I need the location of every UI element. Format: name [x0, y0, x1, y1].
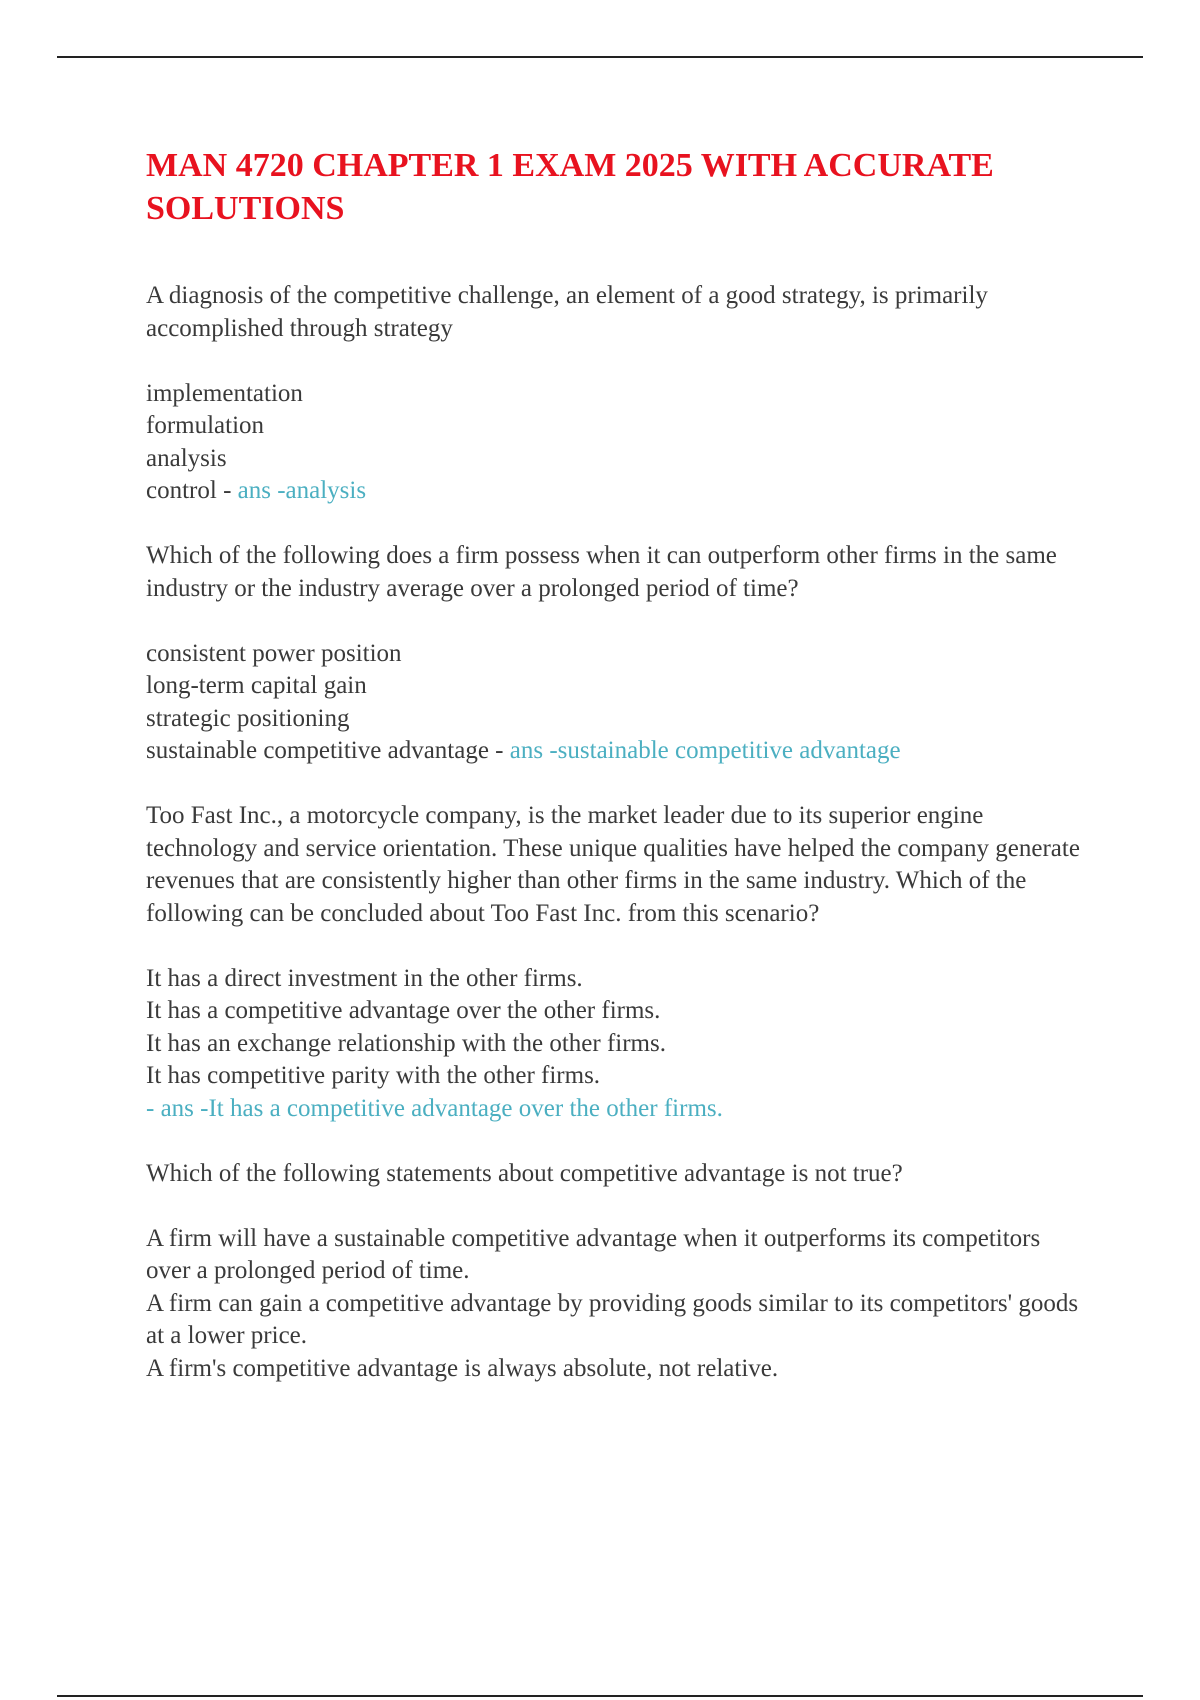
question-3-answer: - ans -It has a competitive advantage over the other firms.: [146, 1094, 723, 1122]
question-2-option-4: sustainable competitive advantage -: [146, 737, 510, 764]
question-1-option-3: analysis: [146, 444, 227, 472]
question-4-option-3: A firm's competitive advantage is always absolute, not relative.: [146, 1354, 779, 1382]
question-1-option-4-line: [146, 475, 1086, 508]
question-2: [146, 540, 1086, 768]
question-2-option-2: long-term capital gain: [146, 672, 367, 699]
question-1-option-1: implementation: [146, 379, 303, 407]
question-1-option-4: control -: [146, 477, 238, 504]
question-2-option-3: strategic positioning: [146, 704, 350, 732]
question-1-prompt: A diagnosis of the competitive challenge, an element of a good strategy, is primarily accomplished through strategy: [146, 282, 988, 342]
question-3-option-2: It has a competitive advantage over the other firms.: [146, 997, 661, 1024]
question-1: [146, 280, 1086, 508]
question-1-option-2: formulation: [146, 412, 265, 439]
question-1-answer: ans -analysis: [237, 477, 367, 504]
question-2-option-4-line: [146, 735, 1086, 768]
question-4-option-2: A firm can gain a competitive advantage by providing goods similar to its competitors' goods at a lower price.: [146, 1289, 1079, 1349]
bottom-rule: [57, 1695, 1143, 1697]
question-3-option-1: It has a direct investment in the other firms.: [146, 964, 583, 992]
question-3: [146, 800, 1086, 1125]
document-body: [146, 144, 1086, 1385]
question-4-option-1: A firm will have a sustainable competitive advantage when it outperforms its competitors over a prolonged period of time.: [146, 1224, 1041, 1284]
top-rule: [57, 56, 1143, 58]
question-2-answer: ans -sustainable competitive advantage: [509, 737, 901, 764]
question-4: [146, 1158, 1086, 1386]
question-3-option-3: It has an exchange relationship with the other firms.: [146, 1029, 666, 1057]
question-3-option-4: It has competitive parity with the other firms.: [146, 1062, 601, 1089]
question-2-option-1: consistent power position: [146, 639, 402, 667]
question-2-prompt: Which of the following does a firm possess when it can outperform other firms in the same industry or the industry average over a prolonged period of time?: [146, 542, 1057, 602]
question-3-prompt: Too Fast Inc., a motorcycle company, is the market leader due to its superior engine technology and service orientation. These unique qualities have helped the company generate revenues that are consistently higher than other firms in the same industry. Which of the following can be concluded about Too Fast Inc. from this scenario?: [146, 802, 1080, 927]
question-4-prompt: Which of the following statements about competitive advantage is not true?: [146, 1159, 903, 1187]
document-title: MAN 4720 CHAPTER 1 EXAM 2025 WITH ACCURATE SOLUTIONS: [146, 147, 994, 227]
